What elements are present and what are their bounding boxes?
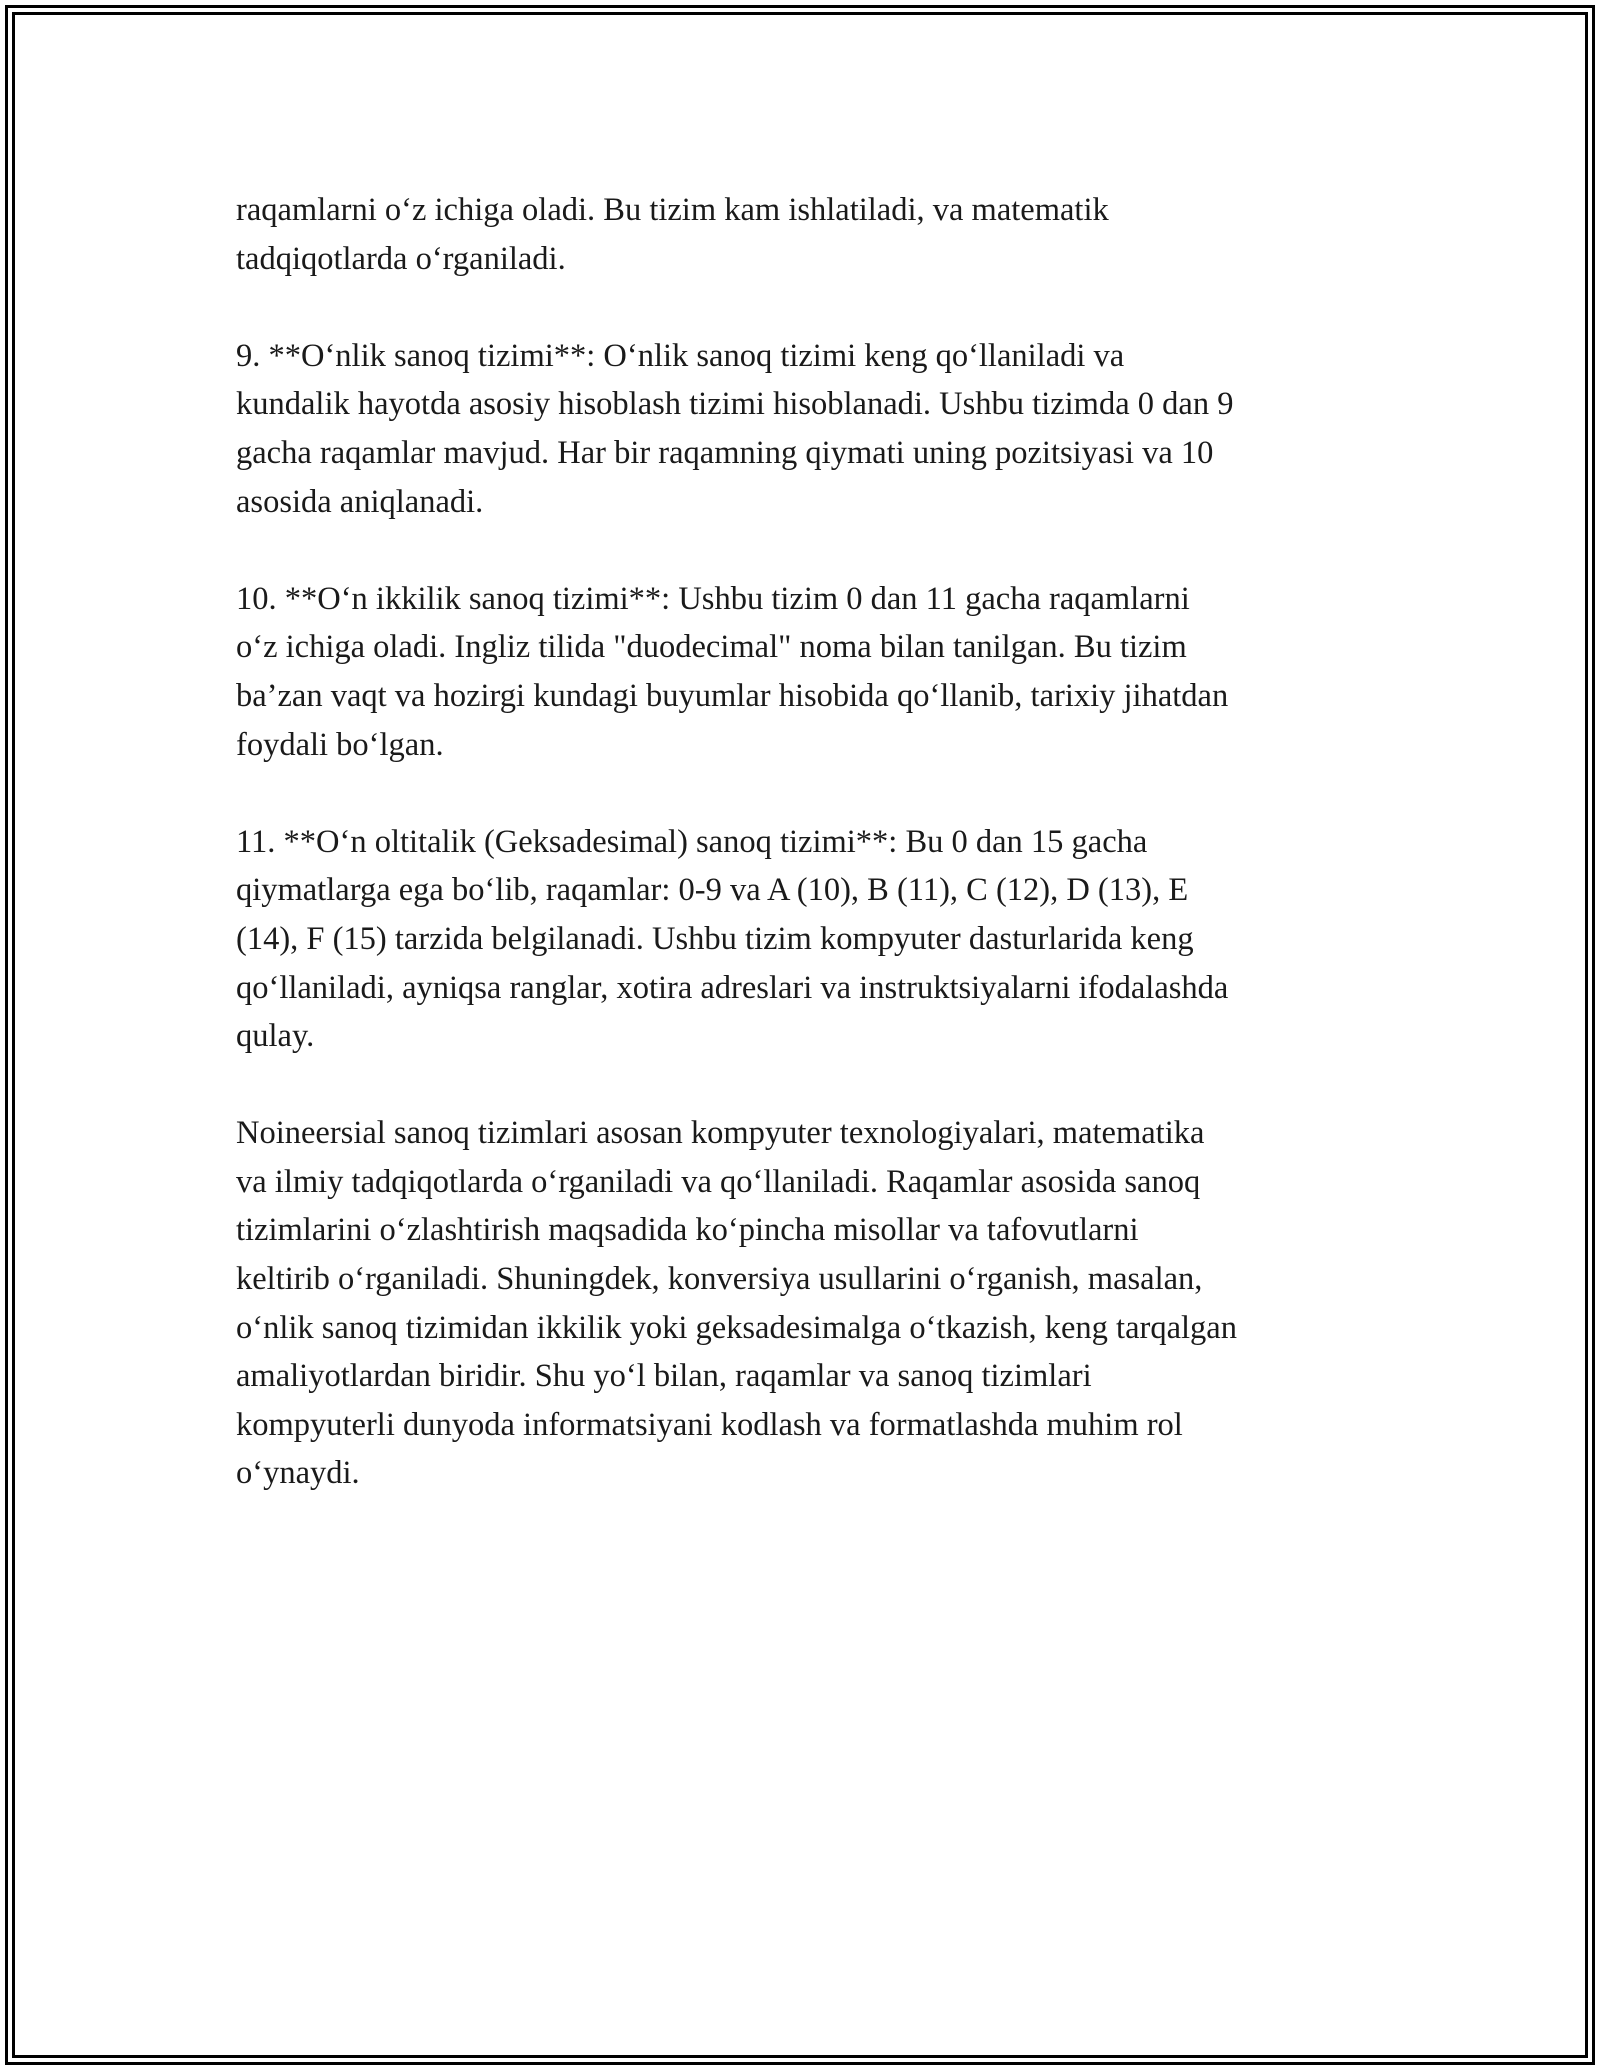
document-body (236, 186, 1376, 1498)
paragraph-item-9: 9. **O‘nlik sanoq tizimi**: O‘nlik sanoq tizimi keng qo‘llaniladi va kundalik hayotda asosiy hisoblash tizimi hisoblanadi. Ushbu tizimda 0 dan 9 gacha raqamlar mavjud. Har bir raqamning qiymati uning pozitsiyasi va 10 asosida aniqlanadi. (236, 337, 1234, 520)
paragraph-continuation: raqamlarni o‘z ichiga oladi. Bu tizim kam ishlatiladi, va matematik tadqiqotlarda o‘rganiladi. (236, 192, 1109, 277)
paragraph-conclusion: Noineersial sanoq tizimlari asosan kompyuter texnologiyalari, matematika va ilmiy tadqiqotlarda o‘rganiladi va qo‘llaniladi. Raqamlar asosida sanoq tizimlarini o‘zlashtirish maqsadida ko‘pincha misollar va tafovutlarni keltirib o‘rganiladi. Shuningdek, konversiya usullarini o‘rganish, masalan, o‘nlik sanoq tizimidan ikkilik yoki geksadesimalga o‘tkazish, keng tarqalgan amaliyotlardan biridir. Shu yo‘l bilan, raqamlar va sanoq tizimlari kompyuterli dunyoda informatsiyani kodlash va formatlashda muhim rol o‘ynaydi. (236, 1115, 1237, 1492)
paragraph-item-11: 11. **O‘n oltitalik (Geksadesimal) sanoq tizimi**: Bu 0 dan 15 gacha qiymatlarga ega bo‘lib, raqamlar: 0-9 va A (10), B (11), C (12), D (13), E (14), F (15) tarzida belgilanadi. Ushbu tizim kompyuter dasturlarida keng qo‘llaniladi, ayniqsa ranglar, xotira adreslari va instruktsiyalarni ifodalashda qulay. (236, 823, 1229, 1055)
paragraph-item-10: 10. **O‘n ikkilik sanoq tizimi**: Ushbu tizim 0 dan 11 gacha raqamlarni o‘z ichiga oladi. Ingliz tilida "duodecimal" noma bilan tanilgan. Bu tizim ba’zan vaqt va hozirgi kundagi buyumlar hisobida qo‘llanib, tarixiy jihatdan foydali bo‘lgan. (236, 580, 1229, 763)
